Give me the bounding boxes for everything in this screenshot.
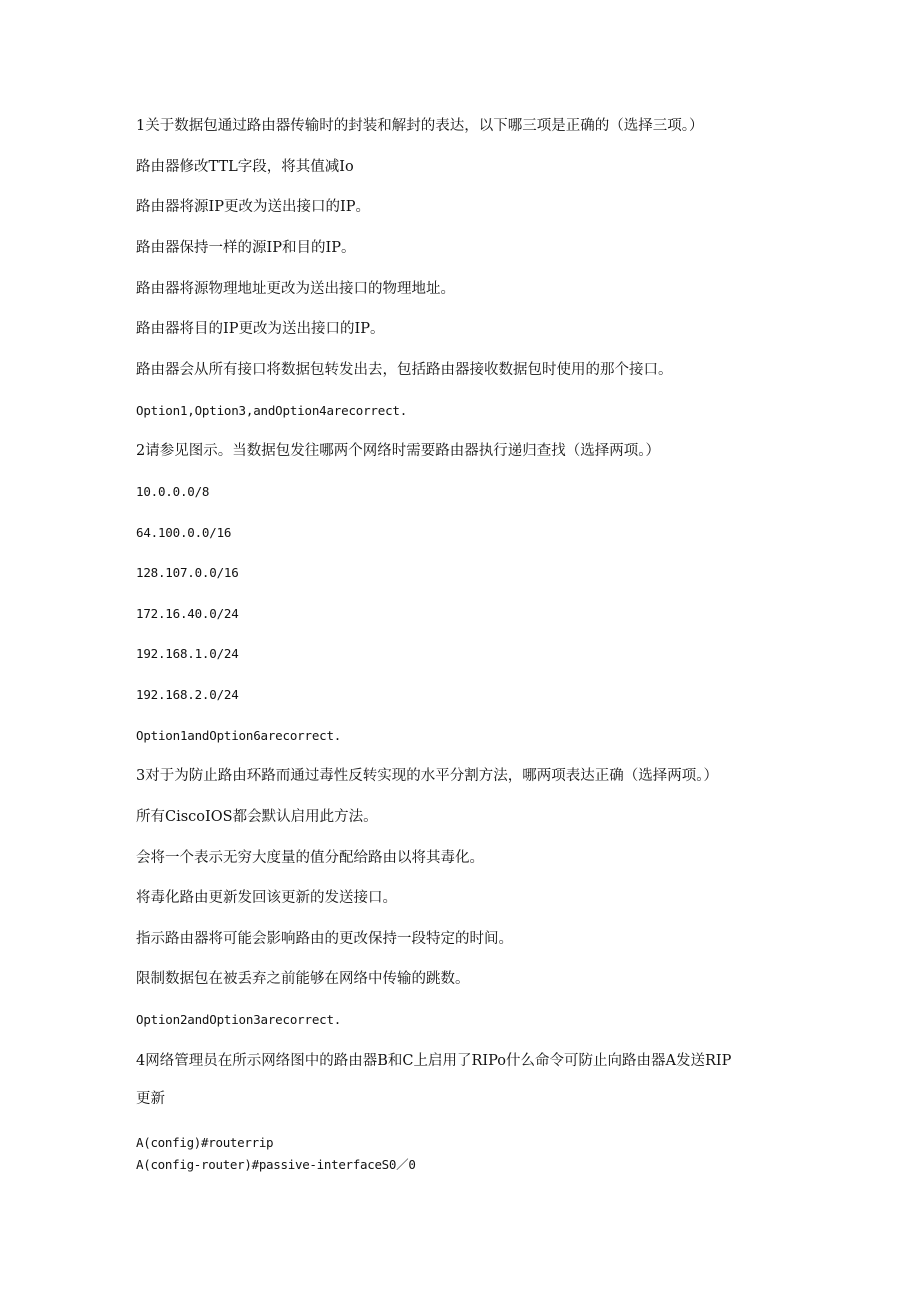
question-1-option-4: 路由器将源物理地址更改为送出接口的物理地址。	[136, 281, 455, 297]
question-3-option-5: 限制数据包在被丢弃之前能够在网络中传输的跳数。	[136, 971, 470, 987]
question-3-option-3: 将毒化路由更新发回该更新的发送接口。	[136, 890, 397, 906]
question-1-option-5: 路由器将目的IP更改为送出接口的IP。	[136, 321, 385, 337]
question-1-option-2: 路由器将源IP更改为送出接口的IP。	[136, 199, 370, 215]
question-2-option-1: 10.0.0.0/8	[136, 484, 210, 499]
question-3-option-4: 指示路由器将可能会影响路由的更改保持一段特定的时间。	[136, 931, 513, 947]
question-2-option-6: 192.168.2.0/24	[136, 687, 239, 702]
question-2-answer: Option1andOption6arecorrect.	[136, 728, 342, 743]
question-2-option-3: 128.107.0.0/16	[136, 565, 239, 580]
question-3-answer: Option2andOption3arecorrect.	[136, 1012, 342, 1027]
question-4-code-line-1: A(config)#routerrip	[136, 1135, 274, 1150]
question-3-option-2: 会将一个表示无穷大度量的值分配给路由以将其毒化。	[136, 850, 484, 866]
question-2-option-2: 64.100.0.0/16	[136, 525, 232, 540]
question-3-stem: 3对于为防止路由环路而通过毒性反转实现的水平分割方法，哪两项表达正确（选择两项。）	[136, 768, 718, 784]
question-3-option-1: 所有CiscoIOS都会默认启用此方法。	[136, 809, 378, 825]
question-2-stem: 2请参见图示。当数据包发往哪两个网络时需要路由器执行递归查找（选择两项。）	[136, 443, 660, 459]
question-1-stem: 1关于数据包通过路由器传输时的封装和解封的表达，以下哪三项是正确的（选择三项。）	[136, 118, 704, 134]
question-1-option-6: 路由器会从所有接口将数据包转发出去，包括路由器接收数据包时使用的那个接口。	[136, 362, 673, 378]
question-2-option-4: 172.16.40.0/24	[136, 606, 239, 621]
question-4-stem-continued: 更新	[136, 1091, 165, 1107]
question-4-code-line-2: A(config-router)#passive-interfaceS0／0	[136, 1157, 416, 1172]
question-1-answer: Option1,Option3,andOption4arecorrect.	[136, 403, 408, 418]
question-1-option-1: 路由器修改TTL字段，将其值减Io	[136, 159, 354, 175]
question-2-option-5: 192.168.1.0/24	[136, 646, 239, 661]
question-4-stem: 4网络管理员在所示网络图中的路由器B和C上启用了RIPo什么命令可防止向路由器A发送RIP	[136, 1053, 732, 1069]
question-1-option-3: 路由器保持一样的源IP和目的IP。	[136, 240, 356, 256]
